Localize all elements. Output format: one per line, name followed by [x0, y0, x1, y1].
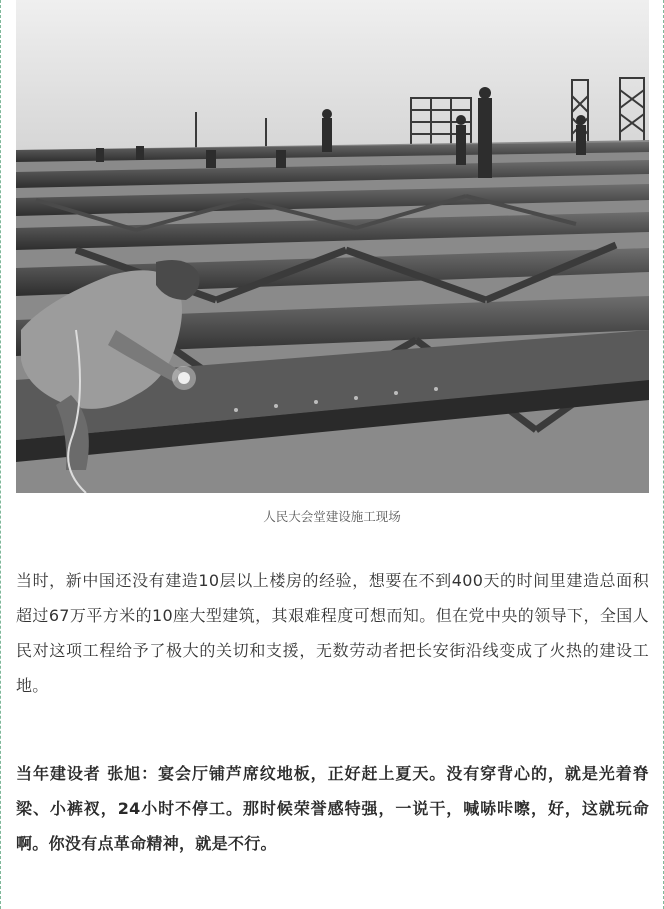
quote-paragraph: 当年建设者 张旭：宴会厅铺芦席纹地板，正好赶上夏天。没有穿背心的，就是光着脊梁、小裤衩，24小时不停工。那时候荣誉感特强，一说干，喊哧咔嚓，好，这就玩命啊。你没有点革命精神，就是不行。 [16, 764, 649, 853]
photo-illustration [16, 0, 649, 493]
construction-photo [16, 0, 649, 493]
article-paragraph: 当时，新中国还没有建造10层以上楼房的经验，想要在不到400天的时间里建造总面积超过67万平方米的10座大型建筑，其艰难程度可想而知。但在党中央的领导下，全国人民对这项工程给予了极大的关切和支援，无数劳动者把长安街沿线变成了火热的建设工地。 [16, 571, 649, 695]
photo-caption: 人民大会堂建设施工现场 [263, 509, 401, 524]
